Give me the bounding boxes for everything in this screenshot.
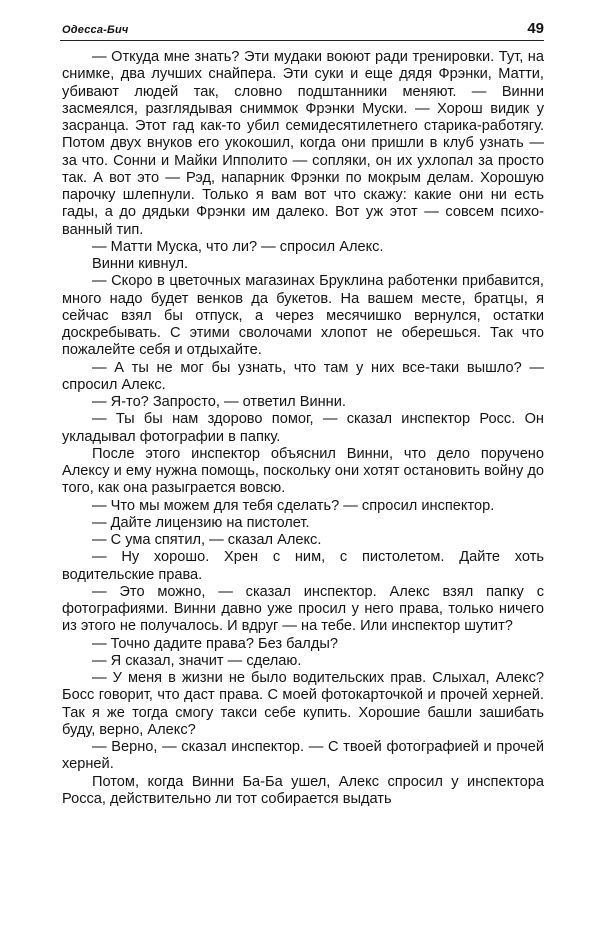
running-head: Одесса-Бич bbox=[62, 24, 129, 36]
paragraph: — А ты не мог бы узнать, что там у них все-таки вышло? — спросил Алекс. bbox=[62, 359, 544, 393]
paragraph: — Дайте лицензию на пистолет. bbox=[92, 514, 310, 531]
paragraph: — Это можно, — сказал инспектор. Алекс взял папку с фотографиями. Винни давно уже просил у него права, только ничего из этого не получалось. И вдруг — на тебе. Или инспектор шутит? bbox=[62, 583, 544, 635]
paragraph: — Матти Муска, что ли? — спросил Алекс. bbox=[92, 238, 384, 255]
paragraph: — Я сказал, значит — сделаю. bbox=[92, 652, 302, 669]
text-body bbox=[62, 49, 544, 808]
paragraph: — Точно дадите права? Без балды? bbox=[92, 635, 338, 652]
header-rule bbox=[60, 40, 544, 41]
paragraph: — Ты бы нам здорово помог, — сказал инспектор Росс. Он укладывал фотографии в папку. bbox=[62, 411, 544, 445]
paragraph: — Скоро в цветочных магазинах Бруклина работенки прибавится, много надо будет венков да букетов. На вашем месте, братцы, я сейчас взял бы отпуск, а через месячишко вернулся, остатки доскребывать. С этими сволочами хлопот не оберешься. Так что пожалейте себя и отдыхайте. bbox=[62, 273, 544, 359]
paragraph: — Верно, — сказал инспектор. — С твоей фотографией и прочей херней. bbox=[62, 739, 544, 773]
paragraph: Потом, когда Винни Ба-Ба ушел, Алекс спросил у инспектора Росса, действительно ли тот собирается выдать bbox=[62, 773, 544, 807]
page-number: 49 bbox=[527, 20, 544, 37]
paragraph: — С ума спятил, — сказал Алекс. bbox=[92, 532, 322, 548]
paragraph: Винни кивнул. bbox=[92, 256, 189, 272]
paragraph: После этого инспектор объяснил Винни, что дело поручено Алексу и ему нужна помощь, поскольку они хотят остановить войну до того, как она разыграется вовсю. bbox=[62, 445, 544, 497]
paragraph: — Ну хорошо. Хрен с ним, с пистолетом. Дайте хоть водительские права. bbox=[62, 549, 544, 583]
paragraph: — Откуда мне знать? Эти мудаки воюют ради тренировки. Тут, на снимке, два лучших снайпера. Эти суки и еще дядя Фрэнки, Матти, убивают людей так, словно подштанники меняют. — Винни засмеялся, разглядывая сниммок Фрэнки Муски. — Хорош видик у засранца. Этот гад как-то убил семидесятилетнего старика-работягу. Потом двух внуков его укокошил, когда они пришли в клуб узнать — за что. Сонни и Майки Ипполито — сопляки, он их ухлопал за просто так. А вот это — Рэд, напарник Фрэнки по мокрым делам. Хорошую парочку шлепнули. Только я вам вот что скажу: какие они ни есть гады, а до дядьки Фрэнки им далеко. Вот уж этот — совсем психованный тип. bbox=[62, 49, 544, 238]
paragraph: — У меня в жизни не было водительских прав. Слыхал, Алекс? Босс говорит, что даст права. С моей фотокарточкой и прочей херней. Так я же тогда смогу такси себе купить. Хорошие башли зашибать буду, верно, Алекс? bbox=[62, 670, 544, 738]
paragraph: — Я-то? Запросто, — ответил Винни. bbox=[92, 394, 346, 410]
paragraph: — Что мы можем для тебя сделать? — спросил инспектор. bbox=[92, 497, 495, 514]
